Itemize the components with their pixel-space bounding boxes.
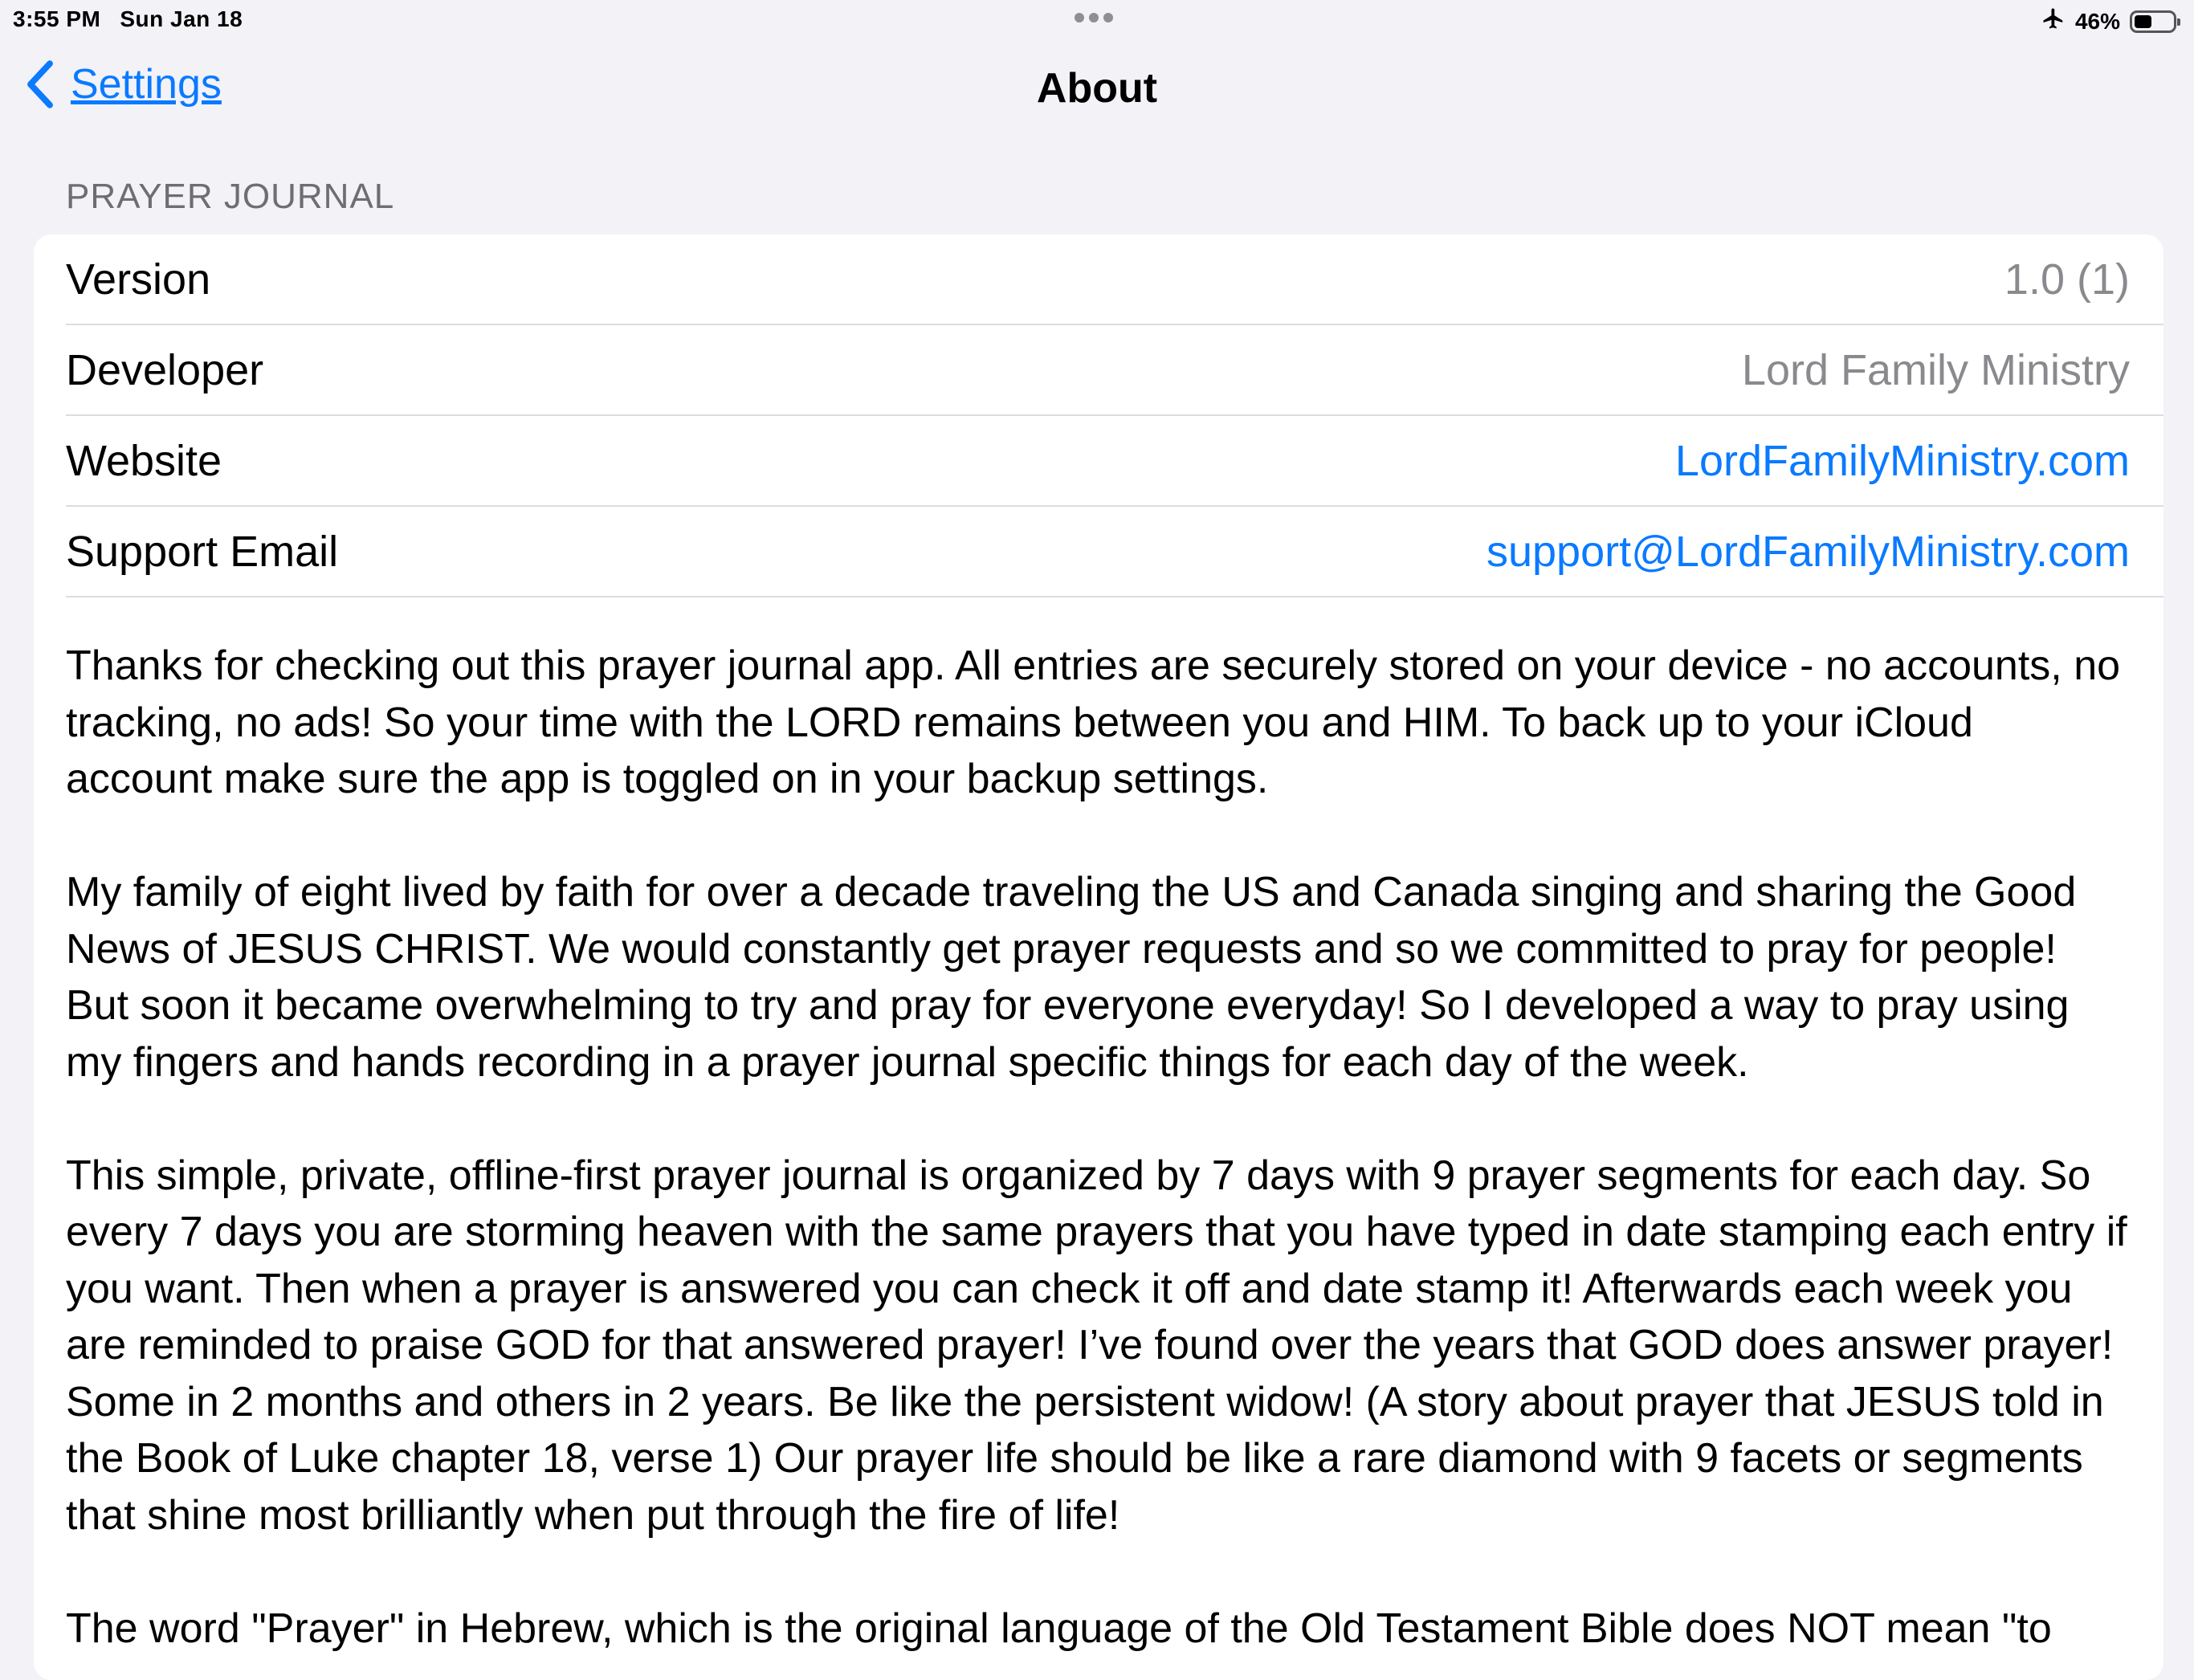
- status-time-date: [13, 6, 262, 32]
- row-value: 1.0 (1): [2004, 255, 2130, 304]
- paragraph: The word "Prayer" in Hebrew, which is the original language of the Old Testament Bible does NOT mean "to: [66, 1605, 2052, 1652]
- row-developer: [66, 325, 2163, 416]
- row-label: Developer: [66, 345, 264, 394]
- back-label[interactable]: Settings: [71, 61, 222, 108]
- support-email-link[interactable]: support@LordFamilyMinistry.com: [1486, 527, 2130, 576]
- status-time: 3:55 PM: [13, 6, 101, 31]
- section-header: PRAYER JOURNAL: [66, 177, 395, 216]
- paragraph: This simple, private, offline-first prayer journal is organized by 7 days with 9 prayer segments for each day. So every 7 days you are storming heaven with the same prayers that you have typed in date stamping each entry if you want. Then when a prayer is answered you can check it off and date stamp it! Afterwards each week you are reminded to praise GOD for that answered prayer! I’ve found over the years that GOD does answer prayer! Some in 2 months and others in 2 years. Be like the persistent widow! (A story about prayer that JESUS told in the Book of Luke chapter 18, verse 1) Our prayer life should be like a rare diamond with 9 facets or segments that shine most brilliantly when put through the fire of life!: [66, 1152, 2127, 1539]
- about-text: [34, 638, 2163, 1657]
- battery-level: [2135, 15, 2151, 28]
- row-label: Support Email: [66, 527, 339, 576]
- page-title: About: [1036, 65, 1158, 112]
- row-support-email[interactable]: [66, 507, 2163, 597]
- navigation-bar: [0, 48, 2194, 128]
- row-version: [66, 234, 2163, 325]
- multitasking-dots-icon[interactable]: [1075, 10, 1119, 26]
- status-date: Sun Jan 18: [120, 6, 243, 31]
- battery-percent: 46%: [2074, 8, 2120, 34]
- row-website[interactable]: [66, 416, 2163, 507]
- airplane-icon: [2041, 6, 2066, 36]
- row-label: Version: [66, 255, 211, 304]
- battery-icon: [2130, 10, 2176, 33]
- about-card: [34, 234, 2163, 1680]
- status-indicators: [2041, 6, 2176, 36]
- paragraph: My family of eight lived by faith for over a decade traveling the US and Canada singing and sharing the Good News of JESUS CHRIST. We would constantly get prayer requests and so we committed to pray for people! But soon it became overwhelming to try and pray for everyone everyday! So I developed a way to pray using my fingers and hands recording in a prayer journal specific things for each day of the week.: [66, 869, 2077, 1086]
- status-bar: [0, 0, 2194, 40]
- paragraph: Thanks for checking out this prayer journal app. All entries are securely stored on your device - no accounts, no tracking, no ads! So your time with the LORD remains between you and HIM. To back up to your iCloud account make sure the app is toggled on in your backup settings.: [66, 642, 2121, 802]
- row-label: Website: [66, 436, 222, 485]
- row-value: Lord Family Ministry: [1741, 345, 2130, 394]
- website-link[interactable]: LordFamilyMinistry.com: [1674, 436, 2130, 485]
